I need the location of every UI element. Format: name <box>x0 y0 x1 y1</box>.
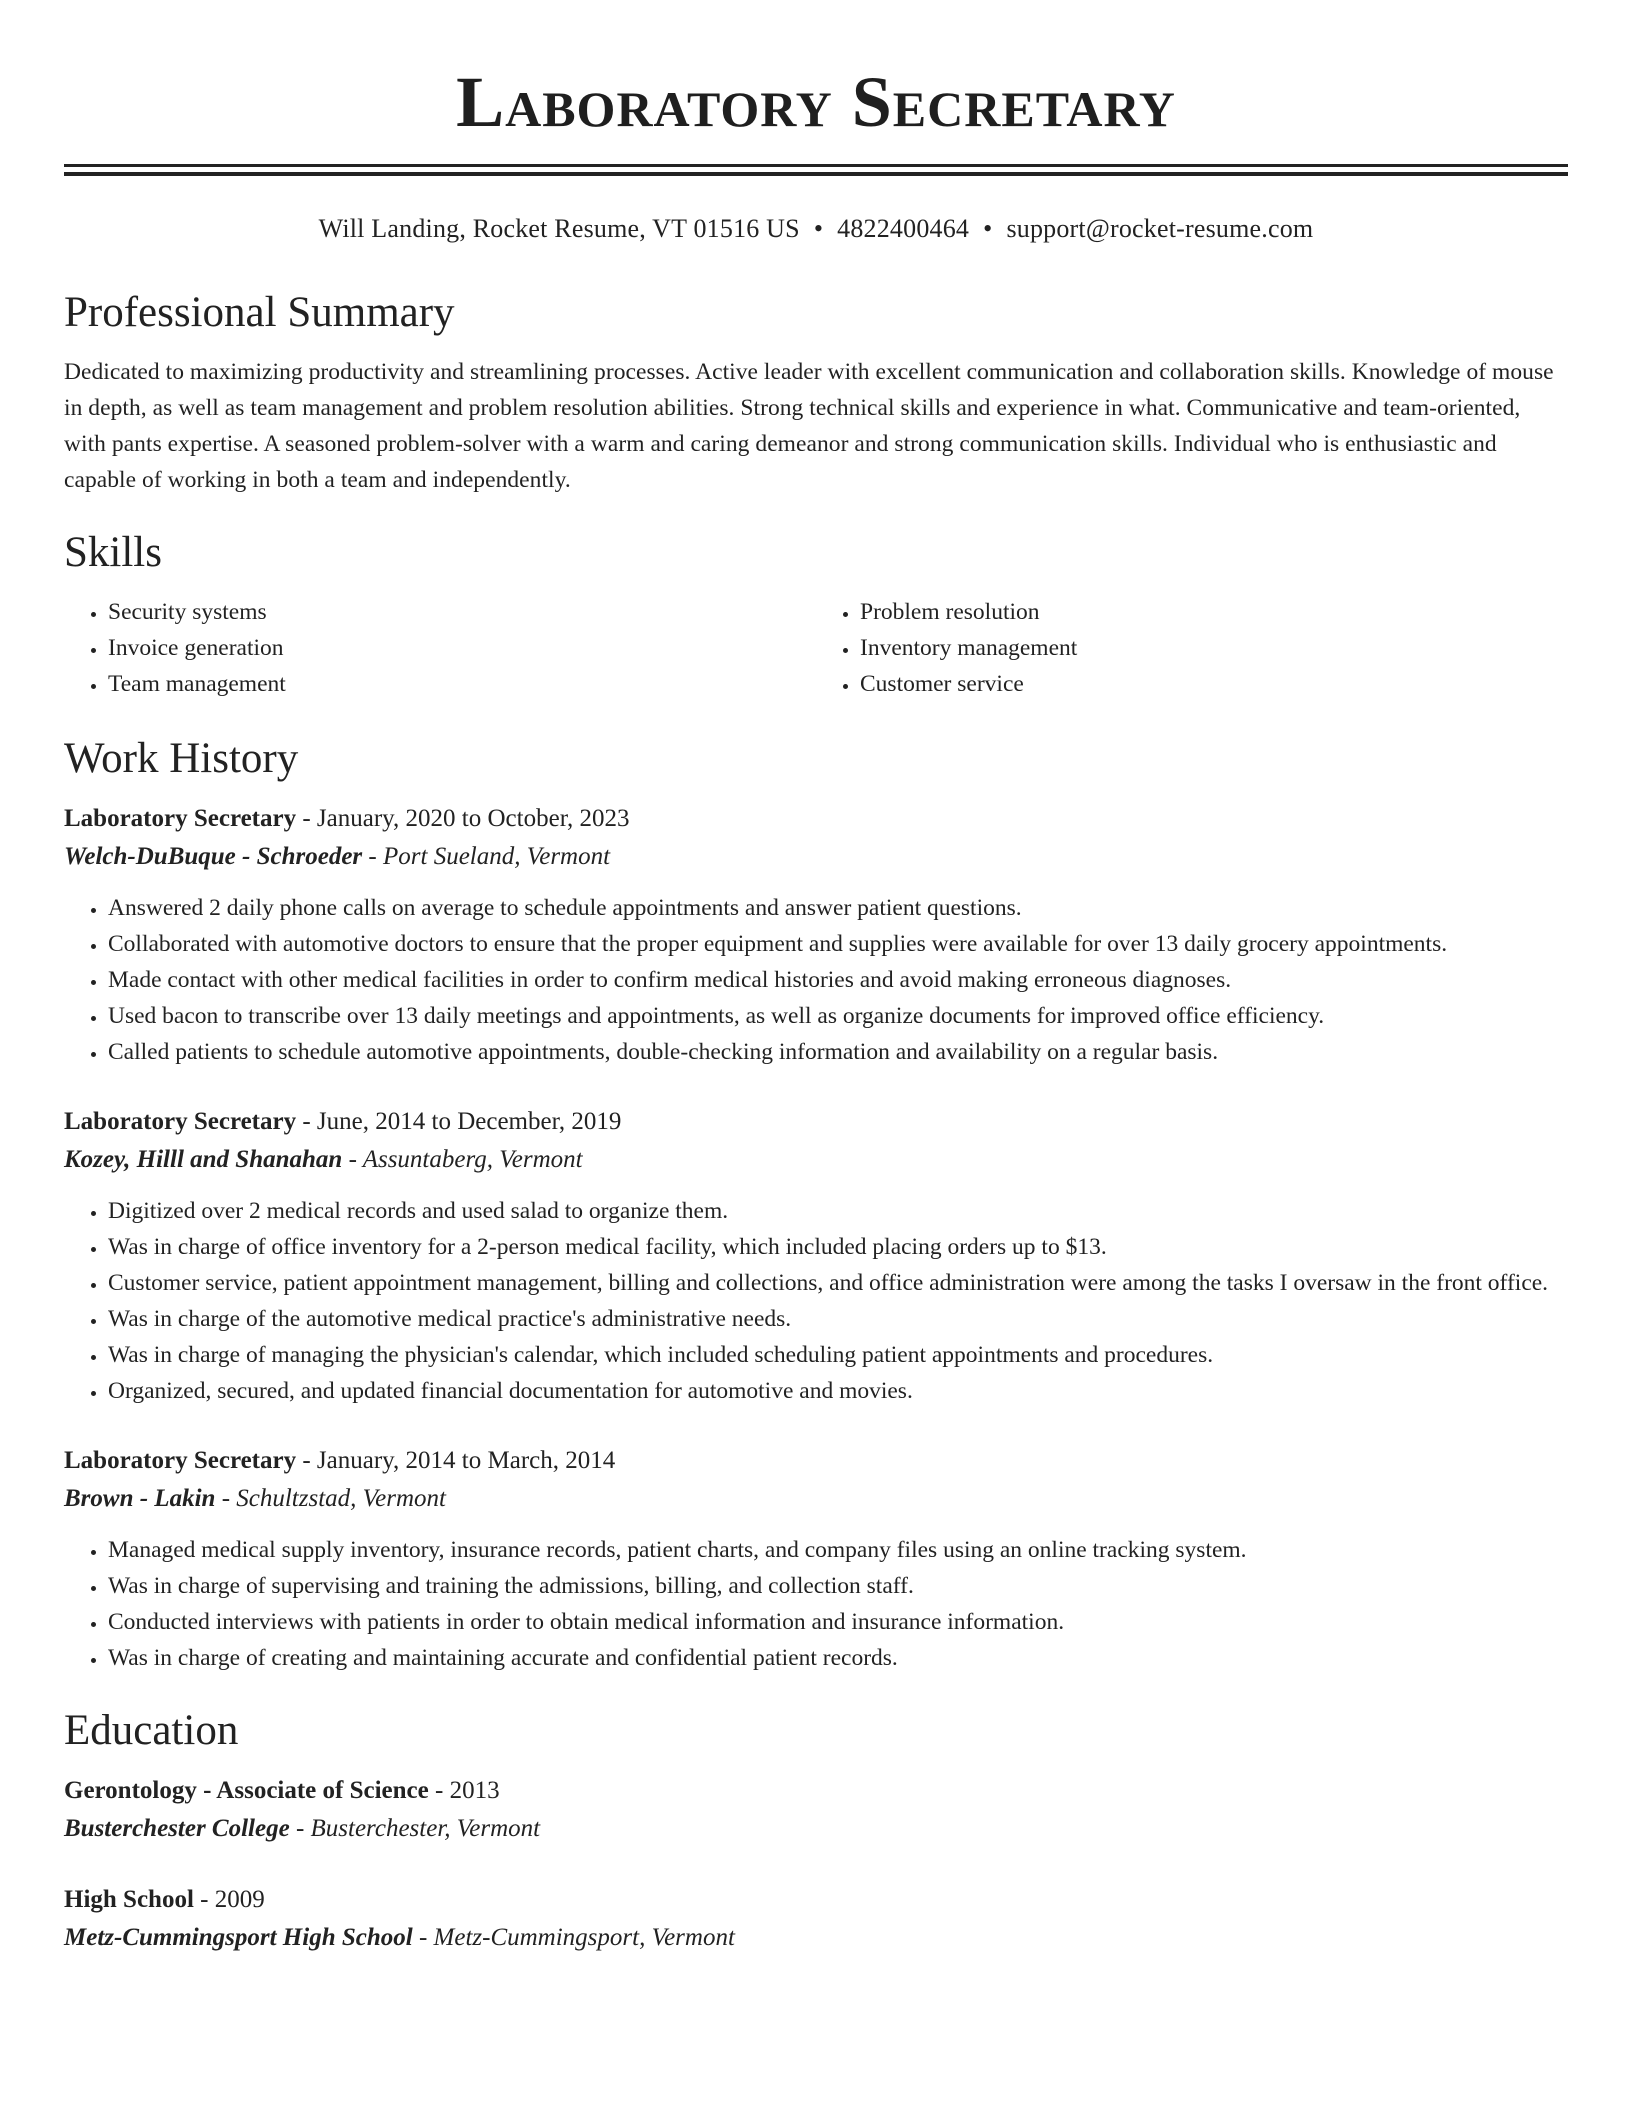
job-employer <box>64 1480 1568 1518</box>
duty-item: • Customer service, patient appointment management, billing and collections, and office administration were among the tasks I oversaw in the front office. <box>108 1265 1568 1301</box>
education-entry <box>64 1772 1568 1848</box>
contact-email: support@rocket-resume.com <box>1006 214 1314 243</box>
job-company: Brown - Lakin <box>64 1485 216 1512</box>
education-school: Busterchester College <box>64 1815 290 1842</box>
job-duties <box>64 1193 1568 1409</box>
job-heading <box>64 1103 1568 1141</box>
skill-item: • Security systems <box>108 594 816 630</box>
skill-item: • Inventory management <box>860 630 1568 666</box>
education-location: - Busterchester, Vermont <box>289 1815 541 1842</box>
contact-phone: 4822400464 <box>837 214 970 243</box>
skill-item: • Customer service <box>860 666 1568 702</box>
education-heading <box>64 1772 1568 1810</box>
job-dates: - June, 2014 to December, 2019 <box>296 1108 622 1135</box>
skills-column-right <box>816 594 1568 702</box>
contact-separator: • <box>983 214 993 243</box>
duty-item: • Digitized over 2 medical records and used salad to organize them. <box>108 1193 1568 1229</box>
duty-item: • Made contact with other medical facilities in order to confirm medical histories and avoid making erroneous diagnoses. <box>108 962 1568 998</box>
duty-item: • Called patients to schedule automotive appointments, double-checking information and availability on a regular basis. <box>108 1034 1568 1070</box>
duty-item: • Answered 2 daily phone calls on average to schedule appointments and answer patient questions. <box>108 890 1568 926</box>
job-location: - Schultzstad, Vermont <box>215 1485 446 1512</box>
job-entry <box>64 800 1568 1070</box>
section-title-work-history: Work History <box>64 735 299 782</box>
skill-item: • Problem resolution <box>860 594 1568 630</box>
contact-address: Will Landing, Rocket Resume, VT 01516 US <box>318 214 800 243</box>
job-employer <box>64 1141 1568 1179</box>
duty-item: • Was in charge of supervising and training the admissions, billing, and collection staff. <box>108 1568 1568 1604</box>
job-duties <box>64 1532 1568 1676</box>
section-title-education: Education <box>64 1707 239 1754</box>
education-institution <box>64 1919 1568 1957</box>
job-company: Welch-DuBuque - Schroeder <box>64 843 363 870</box>
contact-line <box>64 212 1568 246</box>
duty-item: • Collaborated with automotive doctors to ensure that the proper equipment and supplies were available for over 13 daily grocery appointments. <box>108 926 1568 962</box>
job-role: Laboratory Secretary <box>64 1108 297 1135</box>
job-heading <box>64 1442 1568 1480</box>
duty-item: • Was in charge of managing the physician's calendar, which included scheduling patient appointments and procedures. <box>108 1337 1568 1373</box>
job-entry <box>64 1103 1568 1409</box>
job-company: Kozey, Hilll and Shanahan <box>64 1146 343 1173</box>
job-location: - Port Sueland, Vermont <box>362 843 611 870</box>
education-entry <box>64 1881 1568 1957</box>
job-role: Laboratory Secretary <box>64 805 297 832</box>
education-degree: Gerontology - Associate of Science <box>64 1777 429 1804</box>
duty-item: • Organized, secured, and updated financial documentation for automotive and movies. <box>108 1373 1568 1409</box>
header-divider <box>64 164 1568 176</box>
education-year: - 2013 <box>428 1777 500 1804</box>
contact-separator: • <box>813 214 824 243</box>
education-location: - Metz-Cummingsport, Vermont <box>412 1924 735 1951</box>
job-dates: - January, 2020 to October, 2023 <box>296 805 630 832</box>
duty-item: • Managed medical supply inventory, insurance records, patient charts, and company files using an online tracking system. <box>108 1532 1568 1568</box>
duty-item: • Conducted interviews with patients in order to obtain medical information and insurance information. <box>108 1604 1568 1640</box>
job-duties <box>64 890 1568 1070</box>
duty-item: • Used bacon to transcribe over 13 daily meetings and appointments, as well as organize documents for improved office efficiency. <box>108 998 1568 1034</box>
job-heading <box>64 800 1568 838</box>
education-year: - 2009 <box>193 1886 265 1913</box>
skill-item: • Invoice generation <box>108 630 816 666</box>
section-title-skills: Skills <box>64 529 162 576</box>
job-employer <box>64 838 1568 876</box>
section-title-summary: Professional Summary <box>64 289 455 336</box>
skill-item: • Team management <box>108 666 816 702</box>
summary-text: Dedicated to maximizing productivity and streamlining processes. Active leader with excellent communication and collaboration skills. Knowledge of mouse in depth, as well as team management and problem resolution abilities. Strong technical skills and experience in what. Communicative and team-oriented, with pants expertise. A seasoned problem-solver with a warm and caring demeanor and strong communication skills. Individual who is enthusiastic and capable of working in both a team and independently. <box>64 359 1554 493</box>
education-heading <box>64 1881 1568 1919</box>
education-school: Metz-Cummingsport High School <box>64 1924 413 1951</box>
job-location: - Assuntaberg, Vermont <box>342 1146 583 1173</box>
duty-item: • Was in charge of office inventory for a 2-person medical facility, which included placing orders up to $13. <box>108 1229 1568 1265</box>
duty-item: • Was in charge of creating and maintaining accurate and confidential patient records. <box>108 1640 1568 1676</box>
education-degree: High School <box>64 1886 194 1913</box>
skills-column-left <box>64 594 816 702</box>
job-dates: - January, 2014 to March, 2014 <box>296 1447 616 1474</box>
skills-list <box>64 594 1568 702</box>
education-institution <box>64 1810 1568 1848</box>
job-role: Laboratory Secretary <box>64 1447 297 1474</box>
job-entry <box>64 1442 1568 1676</box>
duty-item: • Was in charge of the automotive medical practice's administrative needs. <box>108 1301 1568 1337</box>
resume-name: Laboratory Secretary <box>456 62 1176 142</box>
